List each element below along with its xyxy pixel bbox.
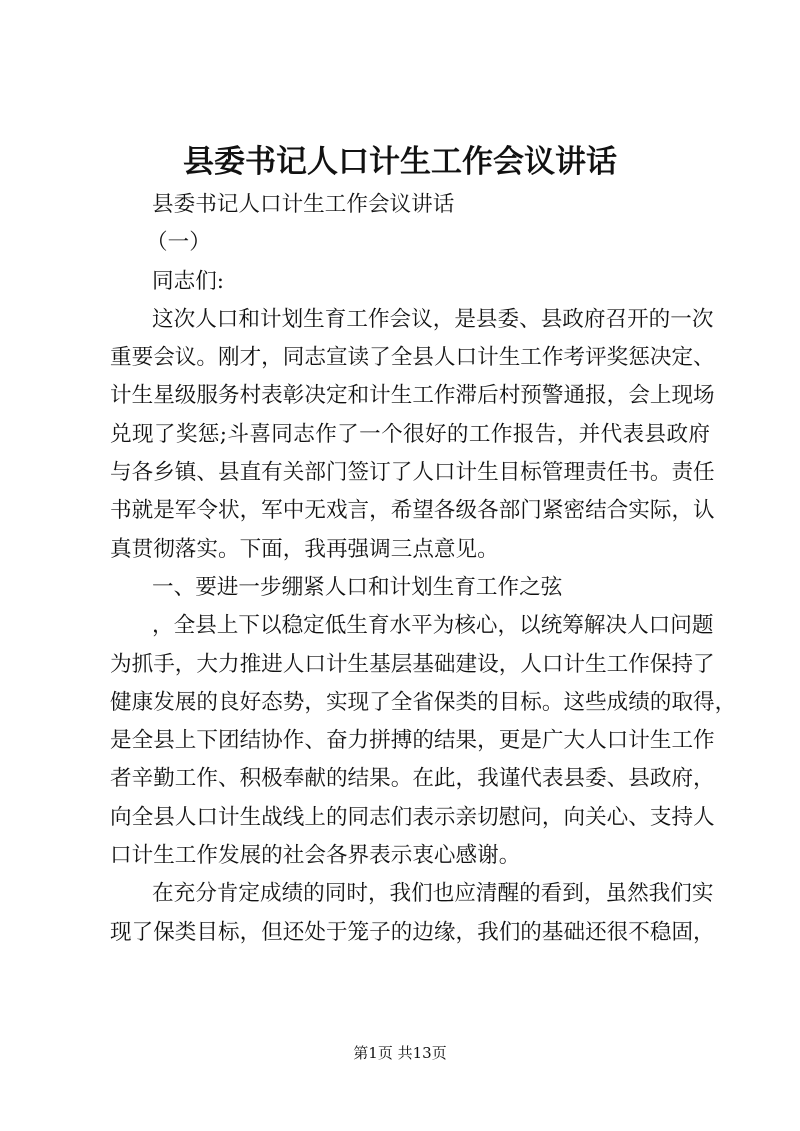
section-heading-line: 一、要进一步绷紧人口和计划生育工作之弦 (152, 574, 563, 600)
body-line: 为抓手，大力推进人口计生基层基础建设，人口计生工作保持了 (110, 651, 715, 677)
body-line: 书就是军令状，军中无戏言，希望各级各部门紧密结合实际，认 (110, 498, 715, 524)
body-line: 兑现了奖惩;斗喜同志作了一个很好的工作报告，并代表县政府 (110, 421, 710, 447)
body-line: 现了保类目标，但还处于笼子的边缘，我们的基础还很不稳固， (110, 919, 715, 945)
body-line: 这次人口和计划生育工作会议，是县委、县政府召开的一次 (152, 306, 714, 332)
body-line: 健康发展的良好态势，实现了全省保类的目标。这些成绩的取得， (110, 689, 737, 715)
body-line: 在充分肯定成绩的同时，我们也应清醒的看到，虽然我们实 (152, 881, 714, 907)
body-line: 口计生工作发展的社会各界表示衷心感谢。 (110, 843, 521, 869)
document-title: 县委书记人口计生工作会议讲话 (183, 144, 617, 180)
page-footer: 第1页 共13页 (353, 1044, 447, 1062)
subtitle-line: 县委书记人口计生工作会议讲话 (152, 192, 455, 217)
body-line: 重要会议。刚才，同志宣读了全县人口计生工作考评奖惩决定、 (110, 345, 715, 371)
body-line: 真贯彻落实。下面，我再强调三点意见。 (110, 536, 499, 562)
salutation-line: 同志们: (152, 268, 225, 294)
section-number-line: （一） (146, 230, 211, 256)
document-body (110, 186, 737, 952)
body-line: 与各乡镇、县直有关部门签订了人口计生目标管理责任书。责任 (110, 460, 715, 486)
body-line: 计生星级服务村表彰决定和计生工作滞后村预警通报，会上现场 (110, 383, 715, 409)
body-line: ，全县上下以稳定低生育水平为核心，以统筹解决人口问题 (152, 613, 714, 639)
body-line: 者辛勤工作、积极奉献的结果。在此，我谨代表县委、县政府， (110, 766, 715, 792)
body-line: 是全县上下团结协作、奋力拼搏的结果，更是广大人口计生工作 (110, 728, 715, 754)
body-line: 向全县人口计生战线上的同志们表示亲切慰问，向关心、支持人 (110, 804, 715, 830)
